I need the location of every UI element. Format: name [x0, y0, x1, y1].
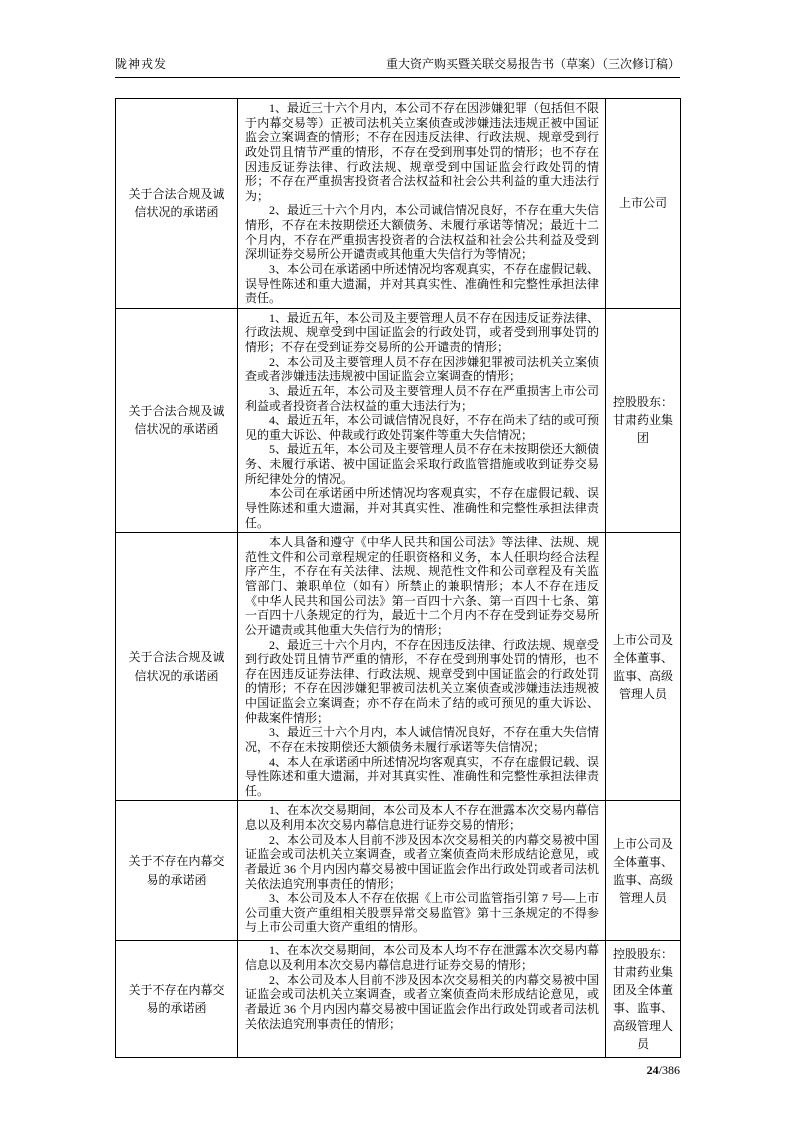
commitment-party-cell: 上市公司及全体董事、监事、高级管理人员 — [606, 801, 681, 941]
table-row — [116, 99, 681, 309]
commitment-paragraph: 5、最近五年，本公司及主要管理人员不存在未按期偿还大额债务、未履行承诺、被中国证监会采取行政监管措施或收到证券交易所纪律处分的情况。 — [245, 442, 600, 486]
commitment-paragraph: 本公司在承诺函中所述情况均客观真实，不存在虚假记载、误导性陈述和重大遗漏，并对其真实性、准确性和完整性承担法律责任。 — [245, 486, 599, 530]
page-number-current: 24 — [646, 1063, 659, 1078]
commitment-paragraph: 3、本公司在承诺函中所述情况均客观真实，不存在虚假记载、误导性陈述和重大遗漏，并对其真实性、准确性和完整性承担法律责任。 — [245, 261, 600, 306]
commitment-paragraph: 3、最近三十六个月内，本人诚信情况良好，不存在重大失信情况，不存在未按期偿还大额债务未履行承诺等失信情况； — [245, 725, 600, 754]
commitment-paragraph: 1、最近五年，本公司及主要管理人员不存在因违反证券法律、行政法规、规章受到中国证监会的行政处罚，或者受到刑事处罚的情形；不存在受到证券交易所的公开谴责的情形； — [245, 310, 600, 354]
table-row — [116, 308, 681, 532]
commitment-title-cell: 关于不存在内幕交易的承诺函 — [116, 801, 238, 941]
commitment-title-cell: 关于合法合规及诚信状况的承诺函 — [116, 533, 238, 801]
commitment-paragraph: 3、本公司及本人不存在依据《上市公司监管指引第 7 号—上市公司重大资产重组相关股票异常交易监管》第十三条规定的不得参与上市公司重大资产重组的情形。 — [245, 891, 600, 935]
commitment-content-cell — [238, 801, 606, 941]
page-number-total: /386 — [658, 1063, 680, 1078]
commitment-paragraph: 2、本公司及主要管理人员不存在因涉嫌犯罪被司法机关立案侦查或者涉嫌违法违规被中国证监会立案调查的情形； — [245, 354, 600, 384]
commitment-title-cell: 关于合法合规及诚信状况的承诺函 — [116, 99, 238, 309]
commitment-paragraph: 2、本公司及本人目前不涉及因本次交易相关的内幕交易被中国证监会或司法机关立案调查，或者立案侦查尚未形成结论意见，或者最近 36 个月内因内幕交易被中国证监会作出行政处罚或者司法机关依法追究刑事责任的情形； — [245, 832, 600, 891]
commitment-paragraph: 2、最近三十六个月内，本公司诚信情况良好，不存在重大失信情形，不存在未按期偿还大额债务、未履行承诺等情况；最近十二个月内，不存在严重损害投资者的合法权益和社会公共利益及受到深圳证券交易所公开谴责或其他重大失信行为等情况； — [245, 203, 600, 262]
commitment-content-cell — [238, 533, 606, 801]
commitment-party-cell: 上市公司及全体董事、监事、高级管理人员 — [606, 533, 681, 801]
commitments-table-body — [116, 99, 681, 1058]
page-footer — [115, 1063, 680, 1078]
commitment-paragraph: 2、本公司及本人目前不涉及因本次交易相关的内幕交易被中国证监会或司法机关立案调查，或者立案侦查尚未形成结论意见，或者最近 36 个月内因内幕交易被中国证监会作出行政处罚或者司法机关依法追究刑事责任的情形； — [245, 972, 600, 1031]
commitment-paragraph: 3、最近五年，本公司及主要管理人员不存在严重损害上市公司利益或者投资者合法权益的重大违法行为； — [245, 383, 600, 413]
table-row — [116, 941, 681, 1058]
commitment-title-cell: 关于合法合规及诚信状况的承诺函 — [116, 308, 238, 532]
commitment-paragraph: 4、本人在承诺函中所述情况均客观真实，不存在虚假记载、误导性陈述和重大遗漏，并对其真实性、准确性和完整性承担法律责任。 — [245, 754, 600, 798]
commitment-paragraph: 1、最近三十六个月内，本公司不存在因涉嫌犯罪（包括但不限于内幕交易等）正被司法机关立案侦查或涉嫌违法违规正被中国证监会立案调查的情形；不存在因违反法律、行政法规、规章受到行政处罚且情节严重的情形，不存在受到刑事处罚的情形；也不存在因违反证券法律、行政法规、规章受到中国证监会行政处罚的情形；不存在严重损害投资者合法权益和社会公共利益的重大违法行为； — [245, 101, 600, 203]
commitment-paragraph: 2、最近三十六个月内，不存在因违反法律、行政法规、规章受到行政处罚且情节严重的情形，不存在受到刑事处罚的情形，也不存在因违反证券法律、行政法规、规章受到中国证监会的行政处罚的情形；不存在因涉嫌犯罪被司法机关立案侦查或涉嫌违法违规被中国证监会立案调查；亦不存在尚未了结的或可预见的重大诉讼、仲裁案件情形； — [245, 637, 600, 725]
page-number — [647, 1063, 680, 1077]
header-company-name: 陇神戎发 — [115, 57, 168, 71]
commitment-paragraph: 1、在本次交易期间，本公司及本人不存在泄露本次交易内幕信息以及利用本次交易内幕信息进行证券交易的情形； — [245, 803, 600, 832]
commitment-party-cell: 控股股东：甘肃药业集团及全体董事、监事、高级管理人员 — [606, 941, 681, 1058]
commitment-content-cell — [238, 941, 606, 1058]
commitments-table — [115, 98, 681, 1058]
header-document-title: 重大资产购买暨关联交易报告书（草案）（三次修订稿） — [385, 57, 680, 71]
commitment-title-cell: 关于不存在内幕交易的承诺函 — [116, 941, 238, 1058]
commitment-content-cell — [238, 308, 606, 532]
commitment-paragraph: 本人具备和遵守《中华人民共和国公司法》等法律、法规、规范性文件和公司章程规定的任职资格和义务，本人任职均经合法程序产生，不存在有关法律、法规、规范性文件和公司章程及有关监管部门、兼职单位（如有）所禁止的兼职情形；本人不存在违反《中华人民共和国公司法》第一百四十六条、第一百四十七条、第一百四十八条规定的行为，最近十二个月内不存在受到证券交易所公开谴责或其他重大失信行为的情形； — [245, 535, 599, 637]
commitment-paragraph: 4、最近五年，本公司诚信情况良好，不存在尚未了结的或可预见的重大诉讼、仲裁或行政处罚案件等重大失信情况； — [245, 413, 600, 442]
page-header — [115, 55, 680, 78]
table-row — [116, 801, 681, 941]
commitment-party-cell: 上市公司 — [606, 99, 681, 309]
commitment-content-cell — [238, 99, 606, 309]
commitment-party-cell: 控股股东：甘肃药业集团 — [606, 308, 681, 532]
table-row — [116, 533, 681, 801]
commitment-paragraph: 1、在本次交易期间，本公司及本人均不存在泄露本次交易内幕信息以及利用本次交易内幕信息进行证券交易的情形； — [245, 943, 600, 972]
